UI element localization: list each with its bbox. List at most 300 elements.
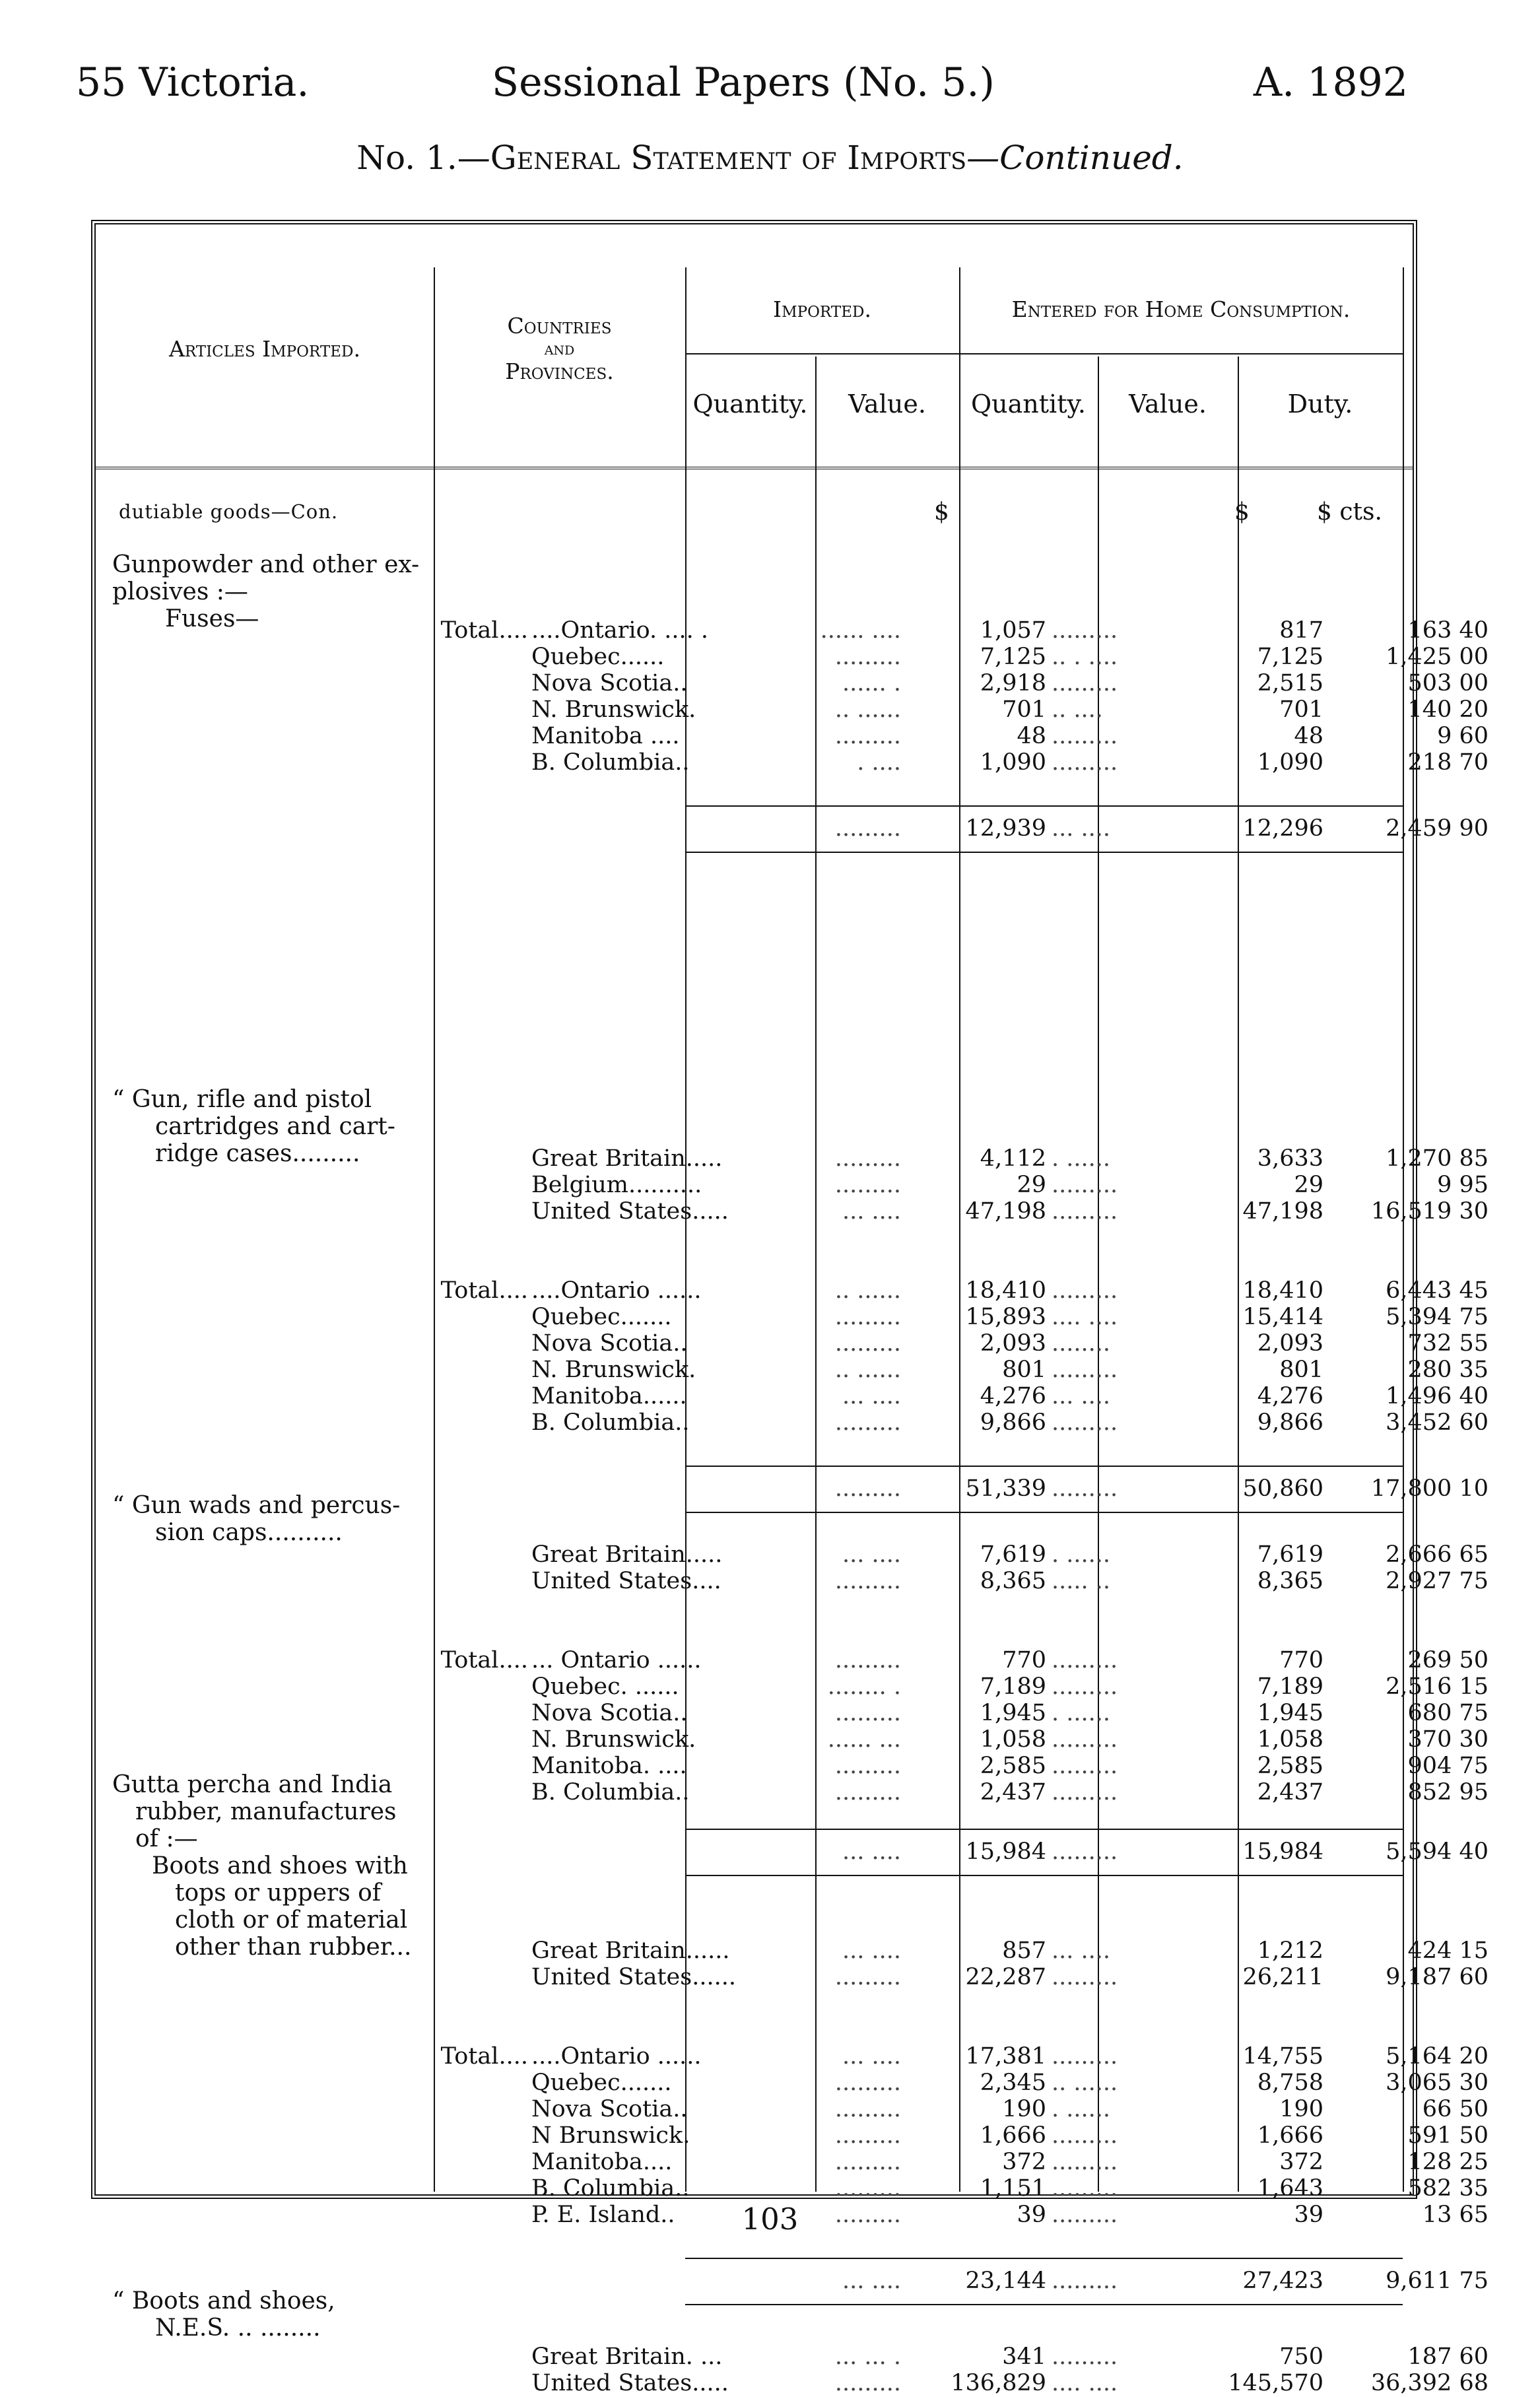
cell-dt: 6,443 45 (1386, 1277, 1489, 1304)
cell-ev: 801 (1279, 1357, 1323, 1383)
cell-iv: 15,893 (965, 1304, 1046, 1330)
cell-art: Total.... (440, 617, 528, 644)
cell-dt: 2,459 90 (1386, 815, 1489, 842)
cell-prov: Manitoba...... (531, 1383, 687, 1409)
cell-iv: 2,437 (980, 1779, 1046, 1806)
table-row (96, 1277, 1489, 1304)
cell-eq: ... .... (1052, 1383, 1111, 1409)
cell-prov: N. Brunswick. (531, 1357, 696, 1383)
cell-dt: 3,452 60 (1386, 1409, 1489, 1436)
cell-prov: Nova Scotia.. (531, 1700, 688, 1726)
cell-iq: ......... (834, 1568, 901, 1594)
cell-prov: Quebec....... (531, 2070, 672, 2096)
unit-dollar-2: $ (1234, 498, 1250, 525)
cell-art: Total.... (440, 1647, 528, 1673)
cell-iq: ......... (834, 815, 901, 842)
cell-eq: ..... .. (1052, 1568, 1111, 1594)
cell-iq: ......... (834, 644, 901, 670)
cell-iq: ......... (834, 2070, 901, 2096)
cell-iq: ......... (834, 1647, 901, 1673)
cell-ev: 50,860 (1242, 1475, 1323, 1502)
table-row (96, 749, 1489, 776)
cell-eq: ......... (1052, 1475, 1118, 1502)
cell-ev: 26,211 (1242, 1964, 1323, 1990)
article-line: N.E.S. .. ........ (155, 2314, 321, 2342)
cell-iq: ...... . (842, 670, 901, 696)
article-line: “ Gun, rifle and pistol (112, 1086, 372, 1113)
table-row (96, 1304, 1489, 1331)
cell-iq: ......... (834, 1172, 901, 1198)
cell-dt: 582 35 (1407, 2175, 1489, 2202)
cell-eq: ......... (1052, 2043, 1118, 2070)
cell-ev: 48 (1294, 723, 1323, 749)
cell-prov: Quebec....... (531, 1304, 672, 1330)
cell-prov: Quebec...... (531, 644, 665, 670)
cell-eq: ......... (1052, 723, 1118, 749)
cell-prov: ....Ontario ...... (531, 1277, 702, 1304)
article-line: Gunpowder and other ex- (112, 551, 420, 578)
cell-iv: 23,144 (965, 2268, 1046, 2294)
cell-ev: 1,090 (1257, 749, 1323, 776)
cell-eq: ... .... (1052, 815, 1111, 842)
table-row (96, 1383, 1489, 1410)
title-suffix: —Continued. (966, 139, 1184, 177)
cell-eq: ......... (1052, 617, 1118, 644)
col-imported: Imported. (773, 296, 871, 322)
cell-ev: 39 (1294, 2202, 1323, 2228)
cell-ev: 2,437 (1257, 1779, 1323, 1806)
cell-prov: Nova Scotia.. (531, 1330, 688, 1357)
total-rule (685, 1466, 1403, 1467)
cell-iq: ......... (834, 1753, 901, 1779)
cell-iv: 29 (1017, 1172, 1046, 1198)
cell-iv: 1,151 (980, 2175, 1046, 2202)
cell-dt: 128 25 (1407, 2149, 1489, 2175)
cell-prov: United States..... (531, 1198, 729, 1225)
col-countries-1: Countries (507, 313, 612, 339)
cell-iv: 1,666 (980, 2122, 1046, 2149)
cell-iv: 22,287 (965, 1964, 1046, 1990)
cell-dt: 2,927 75 (1386, 1568, 1489, 1594)
cell-iv: 15,984 (965, 1839, 1046, 1865)
cell-eq: ......... (1052, 1357, 1118, 1383)
cell-eq: .. . .... (1052, 644, 1118, 670)
cell-ev: 7,619 (1257, 1541, 1323, 1568)
cell-iv: 701 (1002, 696, 1046, 723)
cell-iv: 47,198 (965, 1198, 1046, 1225)
cell-dt: 36,392 68 (1370, 2370, 1489, 2396)
cell-eq: . ...... (1052, 1541, 1111, 1568)
cell-iv: 8,365 (980, 1568, 1046, 1594)
section-label (119, 498, 338, 525)
cell-prov: B. Columbia.. (531, 749, 690, 776)
article-line: ridge cases......... (155, 1140, 360, 1167)
cell-dt: 1,425 00 (1386, 644, 1489, 670)
cell-ev: 1,643 (1257, 2175, 1323, 2202)
cell-prov: United States..... (531, 2370, 729, 2396)
cell-prov: Nova Scotia.. (531, 670, 688, 696)
cell-dt: 17,800 10 (1370, 1475, 1489, 1502)
cell-iq: ......... (834, 723, 901, 749)
cell-prov: United States...... (531, 1964, 736, 1990)
table-row (96, 1647, 1489, 1674)
cell-prov: Quebec. ...... (531, 1673, 679, 1700)
cell-iv: 1,058 (980, 1726, 1046, 1753)
col-entered: Entered for Home Consumption. (1011, 296, 1351, 322)
table-row (96, 1198, 1489, 1225)
table-row (96, 644, 1489, 671)
cell-iq: ... .... (842, 2268, 901, 2294)
cell-dt: 3,065 30 (1386, 2070, 1489, 2096)
cell-dt: 13 65 (1422, 2202, 1489, 2228)
cell-eq: ......... (1052, 1964, 1118, 1990)
total-rule (685, 2304, 1403, 2305)
cell-prov: B. Columbia.. (531, 2175, 690, 2202)
cell-iv: 372 (1002, 2149, 1046, 2175)
unit-dollar-1: $ (934, 498, 949, 525)
cell-iq: ... ... . (834, 2344, 901, 2370)
cell-eq: ......... (1052, 1753, 1118, 1779)
cell-dt: 852 95 (1407, 1779, 1489, 1806)
cell-iq: ......... (834, 2202, 901, 2228)
cell-dt: 218 70 (1407, 749, 1489, 776)
cell-ev: 2,093 (1257, 1330, 1323, 1357)
section-label-text: dutiable goods—Con. (119, 500, 339, 523)
article-line: cartridges and cart- (155, 1113, 395, 1140)
cell-iq: ........ . (827, 1673, 901, 1700)
cell-dt: 9,611 75 (1386, 2268, 1489, 2294)
cell-dt: 5,394 75 (1386, 1304, 1489, 1330)
cell-iv: 7,125 (980, 644, 1046, 670)
cell-eq: ......... (1052, 1779, 1118, 1806)
cell-iv: 770 (1002, 1647, 1046, 1673)
page-number: 103 (741, 2202, 799, 2237)
cell-iq: ......... (834, 2096, 901, 2122)
cell-dt: 2,666 65 (1386, 1541, 1489, 1568)
title-caps: General Statement of Imports (490, 139, 967, 177)
cell-eq: ......... (1052, 1726, 1118, 1753)
table-row (96, 696, 1489, 724)
cell-iv: 51,339 (965, 1475, 1046, 1502)
cell-iv: 39 (1017, 2202, 1046, 2228)
cell-iq: ......... (834, 1304, 901, 1330)
table-row (96, 1700, 1489, 1727)
cell-dt: 140 20 (1407, 696, 1489, 723)
cell-iv: 17,381 (965, 2043, 1046, 2070)
cell-iv: 9,866 (980, 1409, 1046, 1436)
cell-iv: 1,090 (980, 749, 1046, 776)
cell-iq: ......... (834, 1475, 901, 1502)
cell-iv: 2,918 (980, 670, 1046, 696)
col-quantity: Quantity. (692, 389, 808, 419)
cell-prov: Manitoba.... (531, 2149, 673, 2175)
cell-ev: 190 (1279, 2096, 1323, 2122)
table-row (96, 1172, 1489, 1199)
cell-eq: ......... (1052, 1277, 1118, 1304)
cell-iv: 12,939 (965, 815, 1046, 842)
cell-ev: 3,633 (1257, 1145, 1323, 1172)
cell-dt: 5,164 20 (1386, 2043, 1489, 2070)
cell-ev: 8,758 (1257, 2070, 1323, 2096)
cell-iv: 18,410 (965, 1277, 1046, 1304)
cell-dt: 66 50 (1422, 2096, 1489, 2122)
table-row (96, 2344, 1489, 2371)
cell-dt: 1,270 85 (1386, 1145, 1489, 1172)
cell-ev: 372 (1279, 2149, 1323, 2175)
cell-iq: ......... (834, 2122, 901, 2149)
cell-iq: ... .... (842, 1198, 901, 1225)
article-line: “ Boots and shoes, (112, 2287, 335, 2314)
cell-ev: 2,515 (1257, 670, 1323, 696)
cell-ev: 750 (1279, 2344, 1323, 2370)
cell-iq: ... .... (842, 1541, 901, 1568)
rule-col4 (959, 267, 960, 2192)
table-row (96, 1726, 1489, 1753)
col-duty: Duty. (1287, 389, 1353, 419)
cell-iv: 801 (1002, 1357, 1046, 1383)
total-row (96, 2268, 1489, 2295)
total-row (96, 1475, 1489, 1502)
col-value-2: Value. (1129, 389, 1207, 419)
col-countries-3: Provinces. (505, 358, 614, 384)
cell-art: Total.... (440, 2043, 528, 2070)
rule-col2 (685, 267, 686, 2192)
cell-iq: ......... (834, 2149, 901, 2175)
header-right: A. 1892 (1253, 59, 1408, 106)
cell-iq: .. ...... (834, 1357, 901, 1383)
cell-eq: . ...... (1052, 1700, 1111, 1726)
cell-iv: 2,585 (980, 1753, 1046, 1779)
cell-eq: .... .... (1052, 1304, 1118, 1330)
cell-ev: 7,189 (1257, 1673, 1323, 1700)
cell-iv: 48 (1017, 723, 1046, 749)
cell-iq: ... .... (842, 1839, 901, 1865)
cell-iq: ... .... (842, 2043, 901, 2070)
cell-dt: 9 95 (1437, 1172, 1489, 1198)
cell-iq: ...... .... (820, 617, 901, 644)
cell-iq: . .... (857, 749, 901, 776)
cell-prov: Manitoba .... (531, 723, 680, 749)
cell-prov: Manitoba. .... (531, 1753, 687, 1779)
cell-dt: 904 75 (1407, 1753, 1489, 1779)
article-line: of :— (135, 1825, 198, 1852)
table-row (96, 1779, 1489, 1806)
article-line: “ Gun wads and percus- (112, 1492, 401, 1519)
cell-dt: 680 75 (1407, 1700, 1489, 1726)
cell-eq: ......... (1052, 2202, 1118, 2228)
cell-iq: .. ...... (834, 1277, 901, 1304)
col-value: Value. (848, 389, 926, 419)
cell-eq: ......... (1052, 1839, 1118, 1865)
cell-iv: 857 (1002, 1938, 1046, 1964)
cell-prov: N Brunswick. (531, 2122, 690, 2149)
cell-dt: 1,496 40 (1386, 1383, 1489, 1409)
cell-eq: .. .... (1052, 696, 1103, 723)
total-rule (685, 805, 1403, 807)
cell-prov: ... Ontario ...... (531, 1647, 702, 1673)
table-row (96, 1357, 1489, 1384)
cell-ev: 1,666 (1257, 2122, 1323, 2149)
article-line: cloth or of material (175, 1907, 408, 1934)
table-row (96, 2043, 1489, 2070)
header-left: 55 Victoria. (76, 59, 310, 106)
table-row (96, 2122, 1489, 2149)
total-rule (685, 1512, 1403, 1513)
cell-ev: 8,365 (1257, 1568, 1323, 1594)
table-row (96, 2175, 1489, 2202)
col-countries (434, 314, 685, 384)
header-center: Sessional Papers (No. 5.) (492, 59, 995, 106)
cell-eq: . ...... (1052, 2096, 1111, 2122)
cell-ev: 145,570 (1228, 2370, 1323, 2396)
cell-iq: ...... ... (827, 1726, 901, 1753)
col-quantity-2: Quantity. (971, 389, 1086, 419)
cell-iq: ......... (834, 1145, 901, 1172)
cell-iv: 2,345 (980, 2070, 1046, 2096)
table-row (96, 1409, 1489, 1436)
cell-iq: .. ...... (834, 696, 901, 723)
cell-eq: .... .... (1052, 2370, 1118, 2396)
table-row (96, 2096, 1489, 2123)
cell-dt: 732 55 (1407, 1330, 1489, 1357)
cell-eq: ........ (1052, 1330, 1111, 1357)
cell-iv: 4,276 (980, 1383, 1046, 1409)
page-title (0, 139, 1540, 177)
cell-iq: ......... (834, 1330, 901, 1357)
cell-ev: 1,945 (1257, 1700, 1323, 1726)
article-line: sion caps.......... (155, 1519, 343, 1546)
cell-eq: ......... (1052, 2149, 1118, 2175)
col-articles: Articles Imported. (169, 336, 360, 362)
table-row (96, 723, 1489, 750)
cell-eq: ......... (1052, 1409, 1118, 1436)
cell-ev: 15,984 (1242, 1839, 1323, 1865)
cell-ev: 9,866 (1257, 1409, 1323, 1436)
cell-iq: ......... (834, 2370, 901, 2396)
cell-iq: ......... (834, 1964, 901, 1990)
cell-eq: ......... (1052, 1673, 1118, 1700)
cell-iv: 190 (1002, 2096, 1046, 2122)
cell-ev: 701 (1279, 696, 1323, 723)
cell-dt: 370 30 (1407, 1726, 1489, 1753)
article-line: tops or uppers of (175, 1879, 382, 1907)
cell-prov: Nova Scotia.. (531, 2096, 688, 2122)
cell-prov: B. Columbia.. (531, 1409, 690, 1436)
cell-prov: N. Brunswick. (531, 1726, 696, 1753)
rule-col7 (1403, 267, 1404, 2192)
rule-subheader (685, 353, 1403, 354)
cell-iv: 7,189 (980, 1673, 1046, 1700)
cell-ev: 18,410 (1242, 1277, 1323, 1304)
cell-prov: Great Britain..... (531, 1145, 723, 1172)
cell-eq: ......... (1052, 1172, 1118, 1198)
cell-dt: 9,187 60 (1386, 1964, 1489, 1990)
cell-ev: 1,212 (1257, 1938, 1323, 1964)
cell-eq: ......... (1052, 2175, 1118, 2202)
cell-prov: ....Ontario ...... (531, 2043, 702, 2070)
cell-eq: ... .... (1052, 1938, 1111, 1964)
cell-eq: .. ...... (1052, 2070, 1118, 2096)
table-row (96, 1673, 1489, 1701)
table-row (96, 1330, 1489, 1357)
table-row (96, 1568, 1489, 1595)
article-line: Boots and shoes with (152, 1852, 408, 1879)
cell-dt: 163 40 (1407, 617, 1489, 644)
cell-ev: 2,585 (1257, 1753, 1323, 1779)
cell-iq: ......... (834, 1409, 901, 1436)
cell-art: Total.... (440, 1277, 528, 1304)
cell-eq: ......... (1052, 1647, 1118, 1673)
cell-eq: . ...... (1052, 1145, 1111, 1172)
cell-dt: 280 35 (1407, 1357, 1489, 1383)
total-rule (685, 2258, 1403, 2259)
cell-iv: 7,619 (980, 1541, 1046, 1568)
cell-dt: 2,516 15 (1386, 1673, 1489, 1700)
cell-ev: 770 (1279, 1647, 1323, 1673)
cell-eq: ......... (1052, 2268, 1118, 2294)
cell-iv: 1,057 (980, 617, 1046, 644)
cell-dt: 424 15 (1407, 1938, 1489, 1964)
cell-iv: 136,829 (951, 2370, 1046, 2396)
title-prefix: No. 1.— (356, 139, 490, 177)
cell-iq: ......... (834, 2175, 901, 2202)
cell-dt: 9 60 (1437, 723, 1489, 749)
table-row (96, 1964, 1489, 1991)
cell-prov: Great Britain..... (531, 1541, 723, 1568)
table-row (96, 2070, 1489, 2097)
cell-dt: 269 50 (1407, 1647, 1489, 1673)
unit-duty: $ cts. (1317, 498, 1382, 525)
article-line: other than rubber... (175, 1934, 412, 1961)
cell-iq: ... .... (842, 1383, 901, 1409)
cell-eq: ......... (1052, 670, 1118, 696)
cell-ev: 1,058 (1257, 1726, 1323, 1753)
article-line: Gutta percha and India (112, 1771, 393, 1798)
cell-dt: 187 60 (1407, 2344, 1489, 2370)
total-row (96, 815, 1489, 842)
total-row (96, 1839, 1489, 1866)
cell-dt: 591 50 (1407, 2122, 1489, 2149)
cell-ev: 27,423 (1242, 2268, 1323, 2294)
cell-iv: 2,093 (980, 1330, 1046, 1357)
cell-ev: 15,414 (1242, 1304, 1323, 1330)
table-row (96, 1145, 1489, 1172)
cell-prov: P. E. Island.. (531, 2202, 675, 2228)
total-rule (685, 1829, 1403, 1830)
cell-iq: ......... (834, 1700, 901, 1726)
table-row (96, 2370, 1489, 2397)
table-row (96, 617, 1489, 644)
total-rule (685, 852, 1403, 853)
cell-eq: ......... (1052, 2122, 1118, 2149)
cell-ev: 14,755 (1242, 2043, 1323, 2070)
cell-iv: 4,112 (980, 1145, 1046, 1172)
article-boots (112, 2287, 429, 2342)
article-line: Fuses— (165, 605, 259, 632)
cell-ev: 12,296 (1242, 815, 1323, 842)
cell-ev: 7,125 (1257, 644, 1323, 670)
article-line: plosives :— (112, 578, 248, 605)
cell-dt: 16,519 30 (1370, 1198, 1489, 1225)
cell-ev: 4,276 (1257, 1383, 1323, 1409)
table-row (96, 1753, 1489, 1780)
cell-dt: 503 00 (1407, 670, 1489, 696)
cell-ev: 817 (1279, 617, 1323, 644)
cell-prov: N. Brunswick. (531, 696, 696, 723)
cell-iv: 341 (1002, 2344, 1046, 2370)
rule-header-bottom (96, 467, 1413, 469)
table-row (96, 1541, 1489, 1569)
